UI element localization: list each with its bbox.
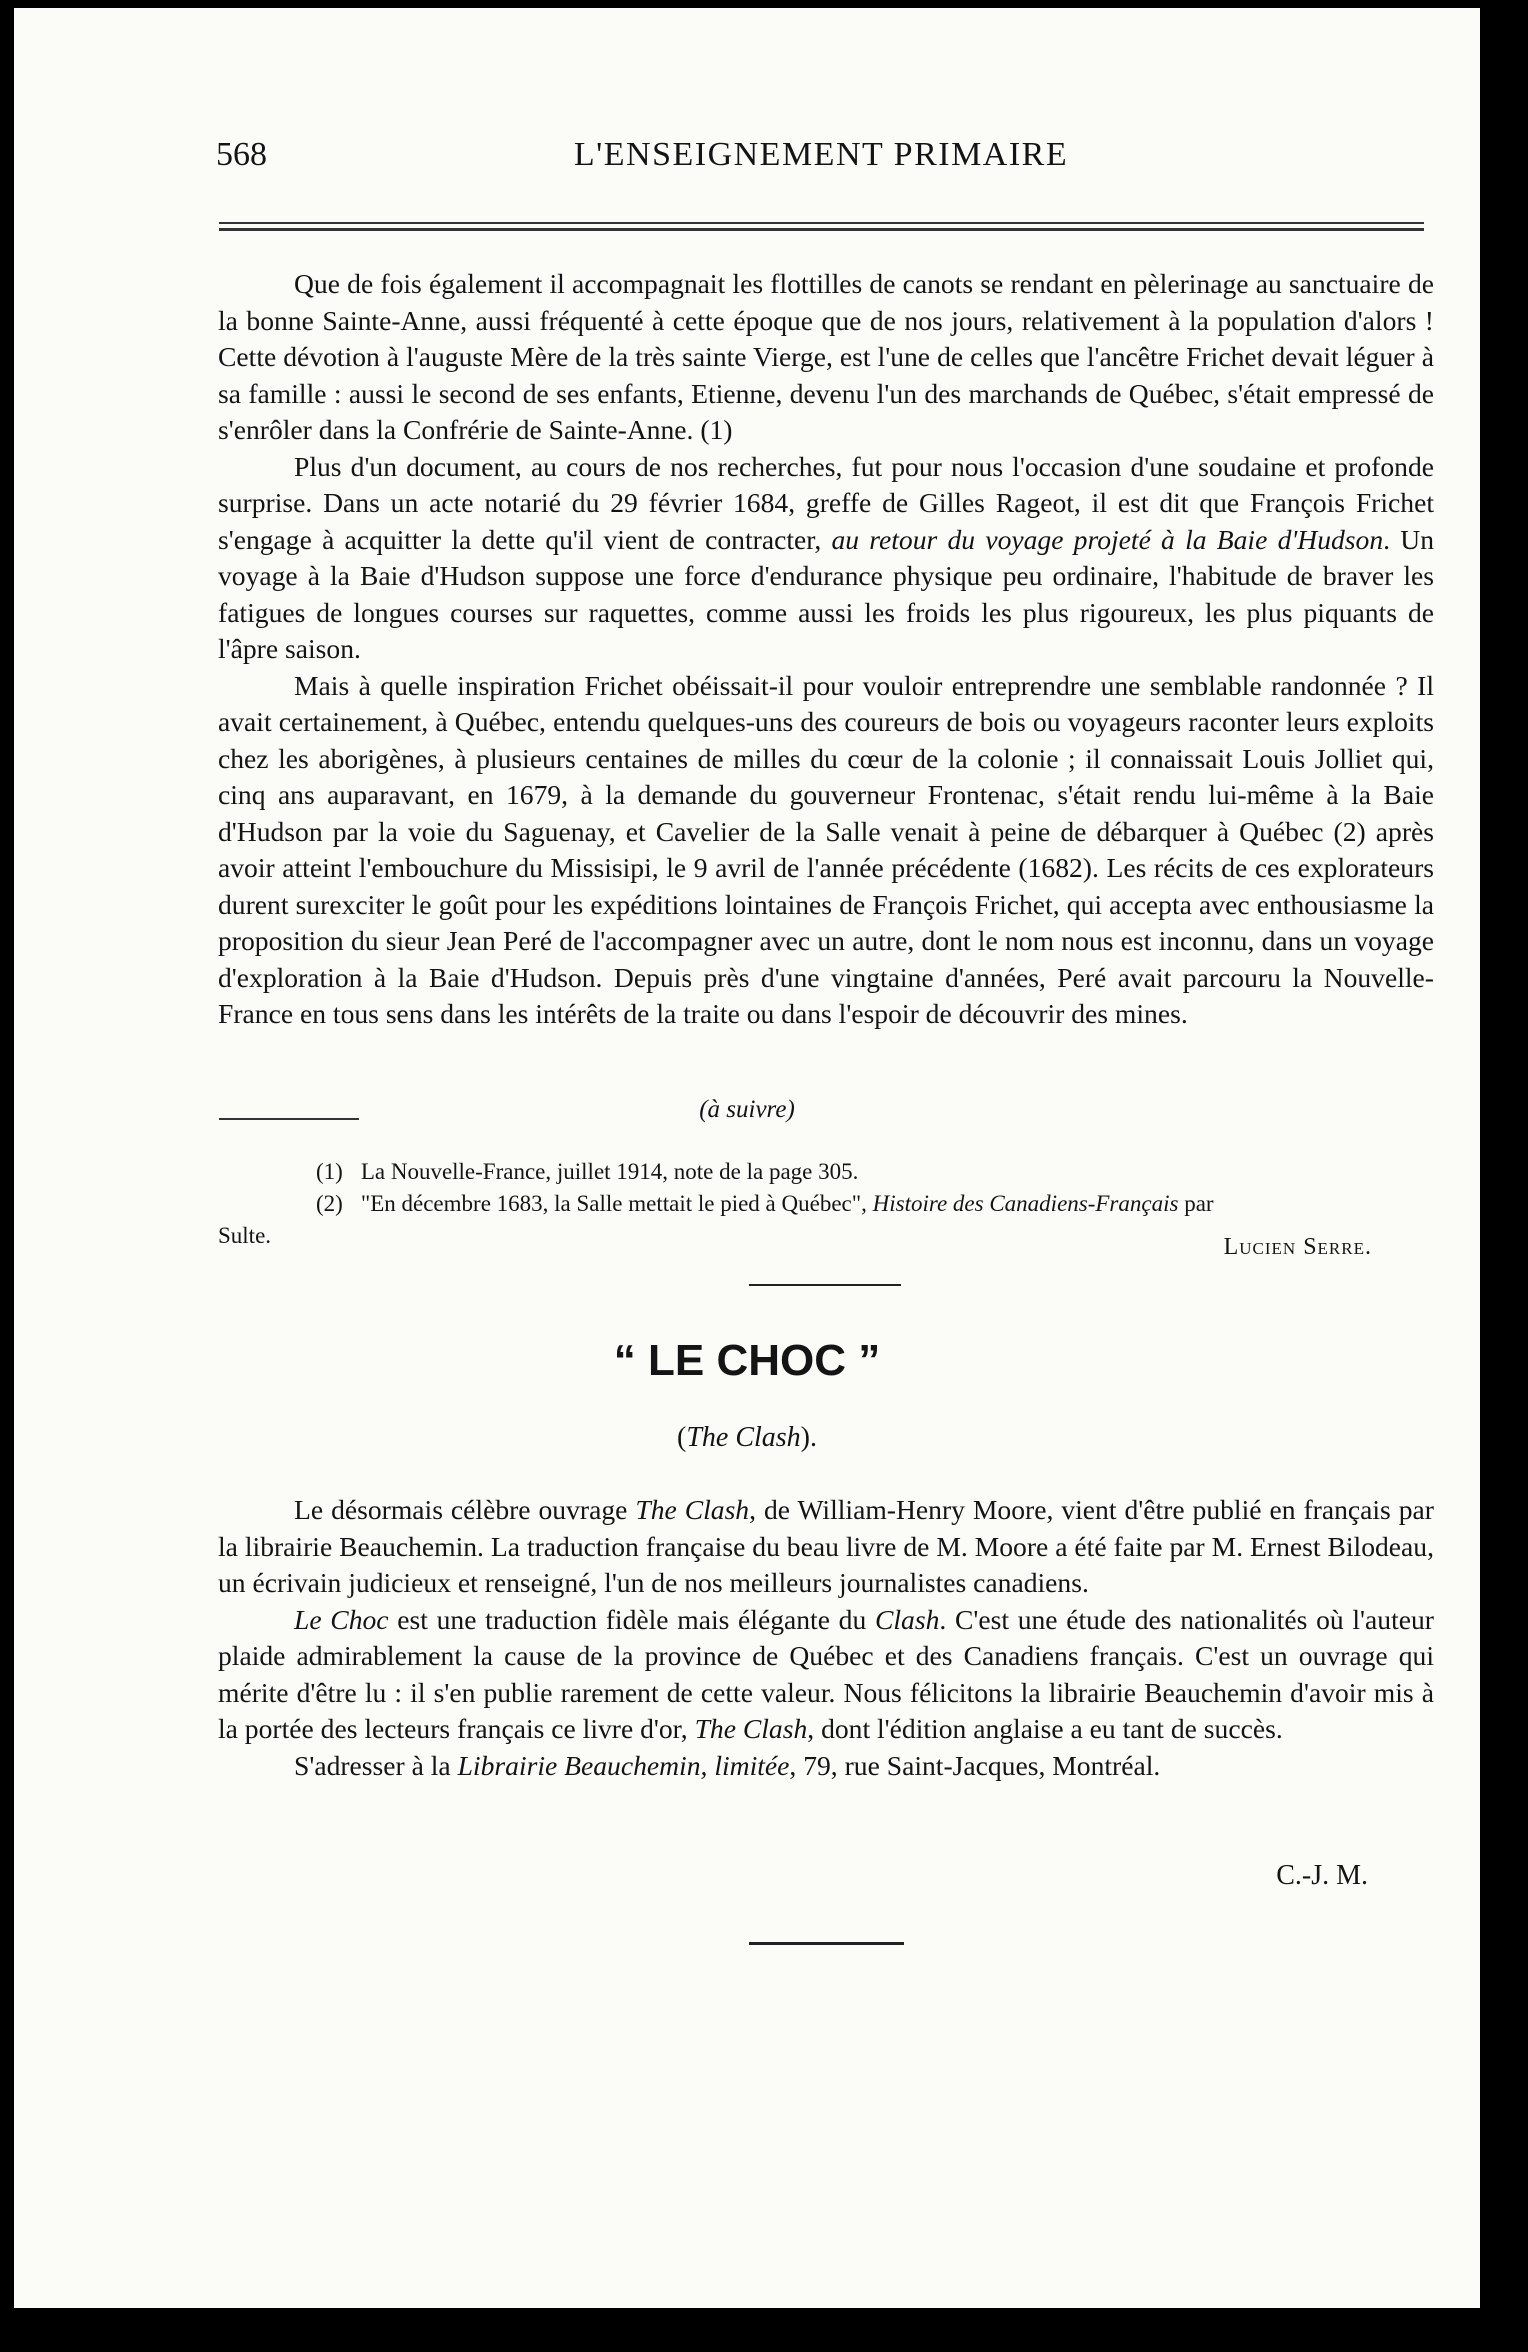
running-title: L'ENSEIGNEMENT PRIMAIRE <box>573 136 1069 173</box>
author-signature: Lucien Serre. <box>1223 1234 1372 1260</box>
paragraph: S'adresser à la Librairie Beauchemin, limitée, 79, rue Saint-Jacques, Montréal. <box>294 1749 1161 1781</box>
review-body <box>218 1492 1434 1784</box>
paragraph: Le Choc est une traduction fidèle mais élégante du Clash. C'est une étude des nationalités où l'auteur plaide admirablement la cause de la province de Québec et des Canadiens français. C'est un ouvrage qui mérite d'être lu : il s'en publie rarement de cette valeur. Nous félicitons la librairie Beauchemin d'avoir mis à la portée des lecteurs français ce livre d'or, The Clash, dont l'édition anglaise a eu tant de succès. <box>218 1603 1434 1744</box>
paragraph: Mais à quelle inspiration Frichet obéissait-il pour vouloir entreprendre une semblable randonnée ? Il avait certainement, à Québec, entendu quelques-uns des coureurs de bois ou voyageurs raconter leurs exploits chez les aborigènes, à plusieurs centaines de milles du cœur de la colonie ; il connaissait Louis Jolliet qui, cinq ans auparavant, en 1679, à la demande du gouverneur Frontenac, s'était rendu lui-même à la Baie d'Hudson par la voie du Saguenay, et Cavelier de la Salle venait à peine de débarquer à Québec (2) après avoir atteint l'embouchure du Missisipi, le 9 avril de l'année précédente (1682). Les récits de ces explorateurs durent surexciter le goût pour les expéditions lointaines de François Frichet, qui accepta avec enthousiasme la proposition du sieur Jean Peré de l'accompagner avec un autre, dont le nom nous est inconnu, dans un voyage d'exploration à la Baie d'Hudson. Depuis près d'une vingtaine d'années, Peré avait parcouru la Nouvelle-France en tous sens dans les intérêts de la traite ou dans l'espoir de découvrir des mines. <box>218 669 1434 1029</box>
to-be-continued: (à suivre) <box>699 1096 795 1123</box>
scanned-page <box>14 8 1480 2308</box>
page-number: 568 <box>216 136 267 173</box>
page-header <box>216 136 1426 186</box>
header-rule-thick <box>219 228 1424 231</box>
review-signature: C.-J. M. <box>1276 1860 1368 1891</box>
paragraph: Que de fois également il accompagnait les flottilles de canots se rendant en pèlerinage au sanctuaire de la bonne Sainte-Anne, aussi fréquenté à cette époque que de nos jours, relativement à la population d'alors ! Cette dévotion à l'auguste Mère de la très sainte Vierge, est l'une de celles que l'ancêtre Frichet devait léguer à sa famille : aussi le second de ses enfants, Etienne, devenu l'un des marchands de Québec, s'était empressé de s'enrôler dans la Confrérie de Sainte-Anne. (1) <box>218 268 1434 445</box>
paragraph: Plus d'un document, au cours de nos recherches, fut pour nous l'occasion d'une soudaine et profonde surprise. Dans un acte notarié du 29 février 1684, greffe de Gilles Rageot, il est dit que François Frichet s'engage à acquitter la dette qu'il vient de contracter, au retour du voyage projeté à la Baie d'Hudson. Un voyage à la Baie d'Hudson suppose une force d'endurance physique peu ordinaire, l'habitude de braver les fatigues de longues courses sur raquettes, comme aussi les froids les plus rigoureux, les plus piquants de l'âpre saison. <box>218 450 1434 664</box>
footnote-1: (1) La Nouvelle-France, juillet 1914, note de la page 305. <box>316 1159 859 1184</box>
article-body <box>218 266 1434 1033</box>
footnote-2-continuation: Sulte. <box>218 1223 272 1248</box>
section-subtitle: (The Clash). <box>676 1422 817 1453</box>
paragraph: Le désormais célèbre ouvrage The Clash, de William-Henry Moore, vient d'être publié en français par la librairie Beauchemin. La traduction française du beau livre de M. Moore a été faite par M. Ernest Bilodeau, un écrivain judicieux et renseigné, l'un de nos meilleurs journalistes canadiens. <box>218 1494 1434 1598</box>
end-separator <box>749 1942 904 1945</box>
footnote-2: (2) "En décembre 1683, la Salle mettait le pied à Québec", Histoire des Canadiens-Français par <box>316 1191 1214 1216</box>
section-title: “ LE CHOC ” <box>613 1336 881 1385</box>
section-separator <box>749 1284 901 1286</box>
header-rule <box>219 222 1424 224</box>
